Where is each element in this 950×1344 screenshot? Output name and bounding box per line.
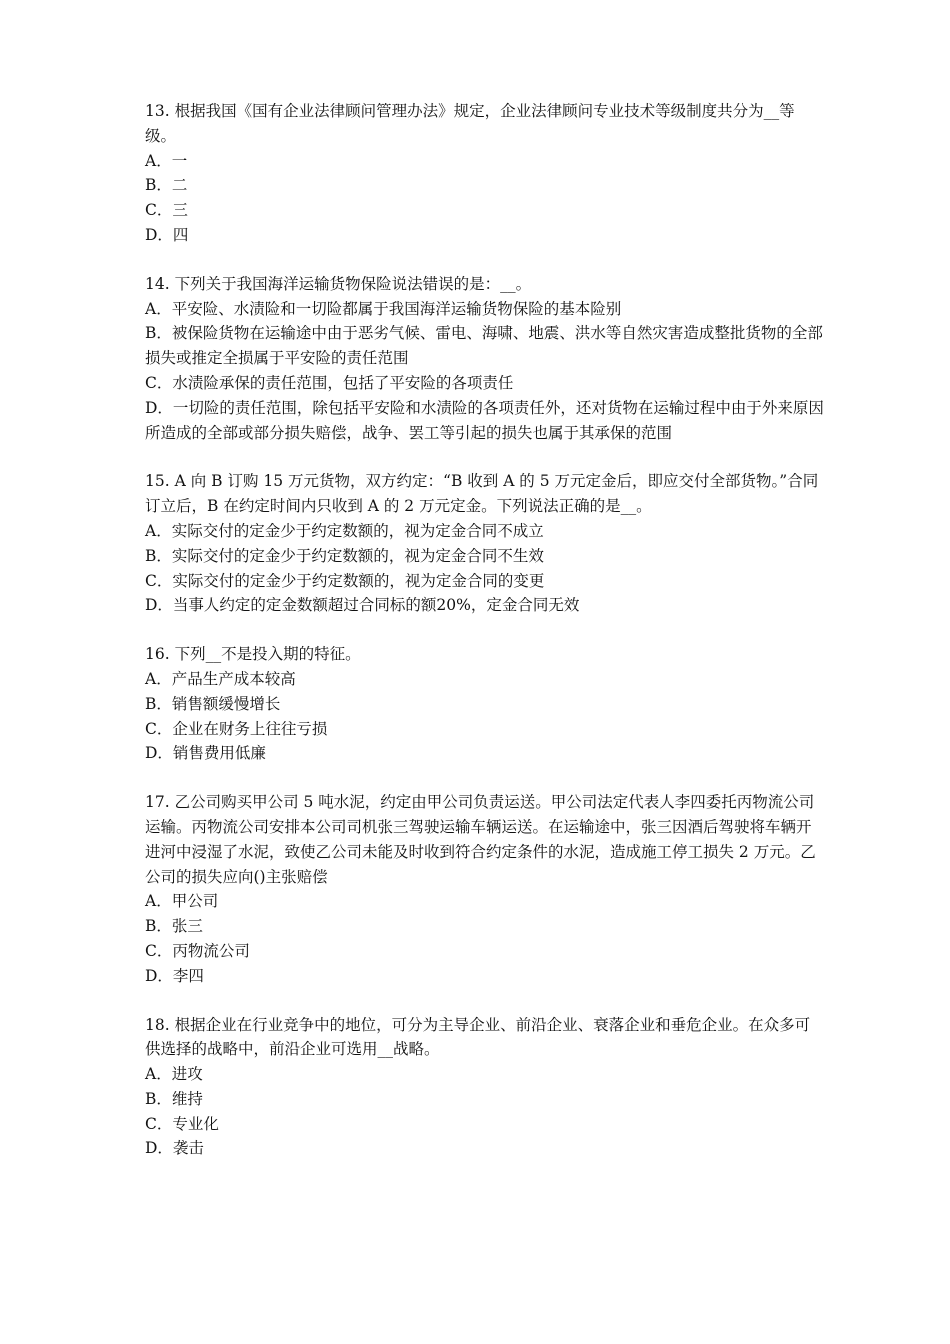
- option-d: D．销售费用低廉: [145, 744, 266, 763]
- option-list: [145, 149, 825, 248]
- option-d: D．袭击: [145, 1139, 204, 1158]
- option-b: B．张三: [145, 917, 203, 936]
- question-13: [145, 99, 825, 248]
- question-stem: 15. A 向 B 订购 15 万元货物，双方约定：“B 收到 A 的 5 万元定金后，即应交付全部货物。”合同订立后，B 在约定时间内只收到 A 的 2 万元定金。下列说法正确的是__。: [145, 472, 819, 516]
- question-18: [145, 1013, 825, 1162]
- question-17: [145, 790, 825, 988]
- option-b: B．二: [145, 176, 188, 195]
- option-b: B．维持: [145, 1089, 203, 1108]
- question-stem: 16. 下列__不是投入期的特征。: [145, 645, 361, 664]
- document-page: [145, 99, 825, 1185]
- option-c: C．企业在财务上往往亏损: [145, 719, 328, 738]
- question-stem: 18. 根据企业在行业竞争中的地位，可分为主导企业、前沿企业、衰落企业和垂危企业。在众多可供选择的战略中，前沿企业可选用__战略。: [145, 1015, 811, 1059]
- question-stem: 17. 乙公司购买甲公司 5 吨水泥，约定由甲公司负责运送。甲公司法定代表人李四委托丙物流公司运输。丙物流公司安排本公司司机张三驾驶运输车辆运送。在运输途中，张三因酒后驾驶将车辆开进河中浸湿了水泥，致使乙公司未能及时收到符合约定条件的水泥，造成施工停工损失 2 万元。乙公司的损失应向()主张赔偿: [145, 793, 816, 886]
- option-b: B．销售额缓慢增长: [145, 694, 281, 713]
- option-c: C．实际交付的定金少于约定数额的，视为定金合同的变更: [145, 571, 545, 590]
- option-c: C．三: [145, 201, 188, 220]
- option-b: B．实际交付的定金少于约定数额的，视为定金合同不生效: [145, 546, 544, 565]
- question-stem: 14. 下列关于我国海洋运输货物保险说法错误的是：__。: [145, 274, 532, 293]
- option-d: D．四: [145, 225, 189, 244]
- option-a: A．实际交付的定金少于约定数额的，视为定金合同不成立: [145, 521, 544, 540]
- option-list: [145, 519, 825, 618]
- option-list: [145, 297, 825, 446]
- option-a: A．进攻: [145, 1065, 203, 1084]
- option-d: D．李四: [145, 966, 204, 985]
- option-a: A．一: [145, 151, 188, 170]
- option-list: [145, 1062, 825, 1161]
- question-16: [145, 642, 825, 766]
- question-stem: 13. 根据我国《国有企业法律顾问管理办法》规定，企业法律顾问专业技术等级制度共分为__等级。: [145, 102, 795, 145]
- option-a: A．产品生产成本较高: [145, 669, 296, 688]
- option-c: C．专业化: [145, 1114, 219, 1133]
- option-d: D．当事人约定的定金数额超过合同标的额20%，定金合同无效: [145, 596, 580, 615]
- option-list: [145, 889, 825, 988]
- option-a: A．甲公司: [145, 892, 219, 911]
- option-d: D．一切险的责任范围，除包括平安险和水渍险的各项责任外，还对货物在运输过程中由于外来原因所造成的全部或部分损失赔偿，战争、罢工等引起的损失也属于其承保的范围: [145, 398, 824, 442]
- question-14: [145, 272, 825, 446]
- question-15: [145, 469, 825, 618]
- option-b: B．被保险货物在运输途中由于恶劣气候、雷电、海啸、地震、洪水等自然灾害造成整批货物的全部损失或推定全损属于平安险的责任范围: [145, 324, 823, 368]
- option-c: C．水渍险承保的责任范围，包括了平安险的各项责任: [145, 373, 514, 392]
- option-c: C．丙物流公司: [145, 941, 250, 960]
- option-list: [145, 667, 825, 766]
- option-a: A．平安险、水渍险和一切险都属于我国海洋运输货物保险的基本险别: [145, 299, 622, 318]
